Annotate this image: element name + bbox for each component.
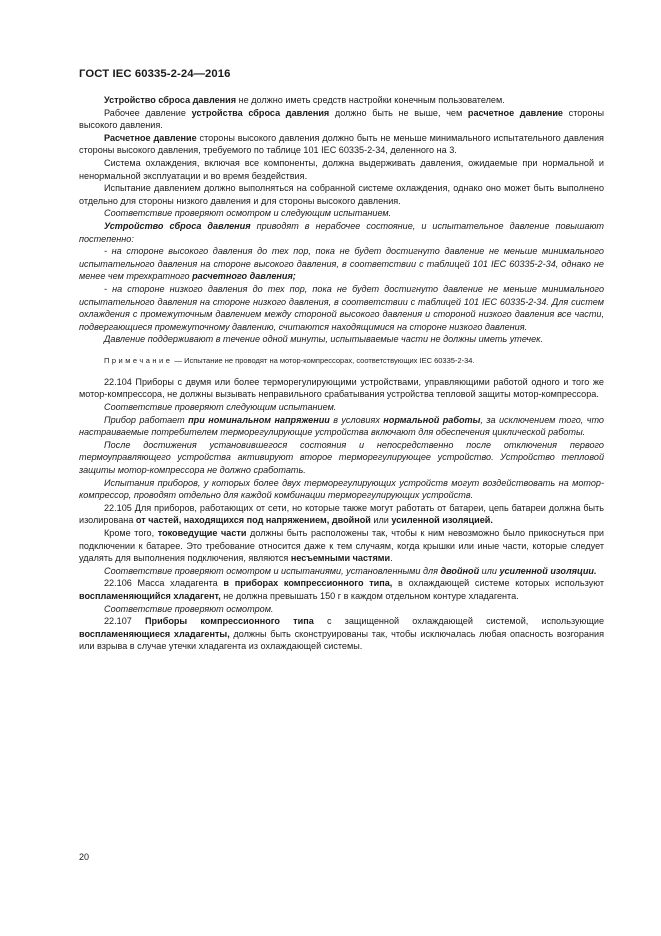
list-item: - на стороне низкого давления до тех пор, пока не будет достигнуто давление не меньше минимального испытательного давления на стороне низкого давления, в соответствии с таблицей 101 IEC 60335-2-34. Для систем охлаждения с промежуточным давлением между стороной высокого давления и стороной низкого давления все части, подвергающиеся промежуточному давлению, считаются находящимися на стороне низкого давления. <box>79 283 604 332</box>
clause <box>79 615 604 653</box>
term-bold: расчетное давление <box>467 107 563 118</box>
text: стороны высокого давления должно быть не меньше минимального испытательного давления стороны высокого давления, требуемого по таблице 101 IEC 60335-2-34, деленного на 3. <box>79 132 604 156</box>
text: - на стороне высокого давления до тех пор, пока не будет достигнуто давление не меньше минимального испытательного давления на стороне высокого давления, в соответствии с таблицей 101 IEC 60335-2-34, однако не менее чем трехкратного <box>79 246 604 282</box>
text: или <box>479 565 500 576</box>
note <box>79 355 604 366</box>
term-bold: Устройство сброса давления <box>104 95 237 105</box>
page-body <box>79 94 604 653</box>
text: должно быть не выше, чем <box>329 107 468 118</box>
compliance-text: Соответствие проверяют осмотром. <box>104 603 274 614</box>
list-item <box>79 245 604 283</box>
compliance-text: Давление поддерживают в течение одной минуты, испытываемые части не должны иметь утечек. <box>104 334 543 345</box>
compliance-text: Соответствие проверяют осмотром и следующим испытанием. <box>104 208 392 219</box>
term-bold: двойной <box>440 565 480 576</box>
term-bold: воспламеняющиеся хладагенты, <box>79 628 230 639</box>
paragraph: Система охлаждения, включая все компоненты, должна выдерживать давления, ожидаемые при нормальной и ненормальной эксплуатации и во время бездействия. <box>79 157 604 181</box>
clause <box>79 577 604 602</box>
term-bold: воспламеняющийся хладагент, <box>79 590 221 601</box>
text: не должна превышать 150 г в каждом отдельном контуре хладагента. <box>220 590 519 601</box>
text: или <box>370 515 392 526</box>
term-bold: Устройство сброса давления <box>104 220 251 231</box>
text: должны быть сконструированы так, чтобы исключалась любая опасность возгорания или взрыва в случае утечки хладагента из охлаждающей системы. <box>79 628 604 652</box>
text: Приборы с двумя или более терморегулирующими устройствами, управляющими работой одного и того же мотор-компрессора, не должны вызывать неправильного срабатывания устройства тепловой защиты мотор-компрессора. <box>79 376 604 400</box>
compliance-text <box>79 414 604 439</box>
term-bold: нормальной работы <box>383 414 481 425</box>
term-bold: при номинальном напряжении <box>188 414 330 425</box>
note-label: Примечание <box>104 355 173 365</box>
compliance-text: Испытания приборов, у которых более двух терморегулирующих устройств могут воздействовать на мотор-компрессор, проводят отдельно для каждой комбинации терморегулирующих устройств. <box>79 477 604 501</box>
text: Кроме того, <box>104 528 158 538</box>
compliance-text <box>79 220 604 245</box>
text: , за исключением того, что настраиваемые потребителем терморегулирующие устройства включают для обеспечения циклической работы. <box>79 414 604 438</box>
term-bold: усиленной изоляцией. <box>391 515 493 526</box>
clause-number: 22.104 <box>104 376 132 387</box>
clause <box>79 376 604 401</box>
term-bold: устройства сброса давления <box>191 107 330 118</box>
text: не должно иметь средств настройки конечным пользователем. <box>236 95 505 105</box>
text: Прибор работает <box>104 414 189 425</box>
term-bold: расчетного давления; <box>192 271 296 282</box>
text: приводят в нерабочее состояние, и испытательное давление повышают постепенно: <box>79 220 604 244</box>
paragraph <box>79 132 604 157</box>
term-bold: в приборах компрессионного типа, <box>223 578 393 589</box>
clause-number: 22.107 <box>104 616 132 627</box>
clause <box>79 502 604 527</box>
text: с защищенной охлаждающей системой, использующие <box>313 616 604 627</box>
clause-number: 22.106 <box>104 578 132 589</box>
paragraph <box>79 94 604 107</box>
paragraph: Испытание давлением должно выполняться на собранной системе охлаждения, однако оно может быть выполнено отдельно для стороны низкого давления и для стороны высокого давления. <box>79 183 604 206</box>
text: Рабочее давление <box>104 107 192 118</box>
text: . <box>390 553 393 564</box>
page-number: 20 <box>79 852 90 862</box>
document-header: ГОСТ IEC 60335-2-24—2016 <box>79 68 231 80</box>
text: стороны высокого давления. <box>79 107 604 131</box>
paragraph <box>79 107 604 132</box>
term-bold: усиленной изоляции. <box>499 565 597 576</box>
compliance-text <box>79 565 604 578</box>
clause-number: 22.105 <box>104 502 132 513</box>
compliance-text: После достижения установившегося состояния и непосредственно после отключения первого термоуправляющего устройства активируют второе терморегулирующее устройство. Устройство тепловой защиты мотор-компрессора не должно сработать. <box>79 439 604 476</box>
text: в охлаждающей системе которых используют <box>392 578 604 589</box>
note-text: — Испытание не проводят на мотор-компрессорах, соответствующих IEC 60335-2-34. <box>172 355 475 365</box>
text: Масса хладагента <box>131 578 224 589</box>
term-bold: Приборы компрессионного типа <box>145 616 314 627</box>
text: Соответствие проверяют осмотром и испытаниями, установленными для <box>104 565 441 576</box>
term-bold: токоведущие части <box>157 528 247 538</box>
term-bold: несъемными частями <box>290 553 391 564</box>
text: в условиях <box>329 414 384 425</box>
term-bold: от частей, находящихся под напряжением, двойной <box>135 515 371 526</box>
compliance-text: Соответствие проверяют следующим испытанием. <box>104 402 337 413</box>
text: Для приборов, работающих от сети, но которые также могут работать от батареи, цепь батареи должна быть изолирована <box>79 502 604 526</box>
term-bold: Расчетное давление <box>104 132 197 143</box>
paragraph <box>79 527 604 565</box>
text: должны быть расположены так, чтобы к ним невозможно было прикоснуться при подключении к батарее. Это требование относится даже к тем случаям, когда крышки или иные части, которые следует удалять для выполнения подключения, являются <box>79 528 604 564</box>
text <box>132 616 145 626</box>
